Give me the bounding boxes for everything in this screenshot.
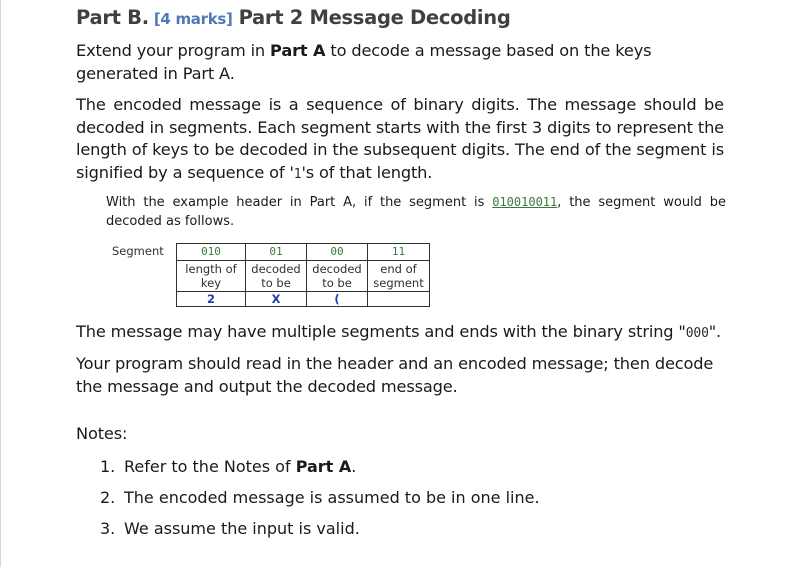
notes-list <box>100 451 540 544</box>
note-number: 2. <box>100 488 116 507</box>
left-border-rule <box>0 0 1 567</box>
note-text: The encoded message is assumed to be in one line. <box>124 488 540 507</box>
note-text: We assume the input is valid. <box>124 519 360 538</box>
segment-bits-cell: 11 <box>368 244 430 261</box>
segment-description-cell: decoded to be <box>307 261 368 292</box>
segment-description-cell: decoded to be <box>246 261 307 292</box>
notes-title: Notes: <box>76 424 128 443</box>
intro-text-end: to decode a message based on the keys generated in Part A. <box>76 41 652 83</box>
segment-bits-cell: 01 <box>246 244 307 261</box>
encoding-description-text: The encoded message is a sequence of binary digits. The message should be decoded in segments. Each segment starts with the first 3 digits to represent the length of keys to be decoded in the subsequent digits. The end of the segment is signified by a sequence of ' <box>76 95 724 182</box>
segment-label: Segment <box>112 244 164 258</box>
segment-description-row <box>177 261 430 292</box>
notes-list-item <box>100 482 540 513</box>
multiple-segments-paragraph <box>76 321 724 346</box>
section-heading <box>76 6 511 29</box>
note-text: Refer to the Notes of <box>124 457 296 476</box>
program-requirement-paragraph: Your program should read in the header and an encoded message; then decode the message and output the decoded message. <box>76 354 714 396</box>
example-text-end: , the segment would be decoded as follows. <box>106 195 726 229</box>
heading-title: Part 2 Message Decoding <box>238 6 511 29</box>
example-text: With the example header in Part A, if the segment is <box>106 195 493 210</box>
segment-description-cell: length of key <box>177 261 246 292</box>
intro-bold-part-a: Part A <box>270 41 326 60</box>
multiple-segments-text: The message may have multiple segments and ends with the binary string " <box>76 322 686 341</box>
example-segment-code: 010010011 <box>492 195 558 209</box>
notes-list-item <box>100 451 540 482</box>
intro-paragraph <box>76 40 724 85</box>
note-number: 3. <box>100 519 116 538</box>
heading-part: Part B. <box>76 6 149 29</box>
heading-marks: [4 marks] <box>153 10 233 28</box>
segment-value-cell: X <box>246 292 307 307</box>
note-number: 1. <box>100 457 116 476</box>
segment-table <box>176 243 430 307</box>
segment-bits-cell: 00 <box>307 244 368 261</box>
encoding-description-code: 1 <box>293 166 302 182</box>
segment-value-row <box>177 292 430 307</box>
note-text-end: . <box>351 457 357 476</box>
terminator-code: 000 <box>685 326 709 341</box>
segment-description-cell: end of segment <box>368 261 430 292</box>
encoding-description-end: 's of that length. <box>301 162 433 182</box>
segment-bits-row <box>177 244 430 261</box>
example-paragraph <box>106 193 726 231</box>
segment-value-cell: 2 <box>177 292 246 307</box>
notes-list-item <box>100 513 540 544</box>
segment-value-cell <box>368 292 430 307</box>
intro-text: Extend your program in <box>76 41 271 60</box>
segment-value-cell: ( <box>307 292 368 307</box>
encoding-description-paragraph <box>76 94 724 186</box>
note-bold-part-a: Part A <box>295 457 352 476</box>
segment-bits-cell: 010 <box>177 244 246 261</box>
multiple-segments-end: ". <box>708 322 722 341</box>
